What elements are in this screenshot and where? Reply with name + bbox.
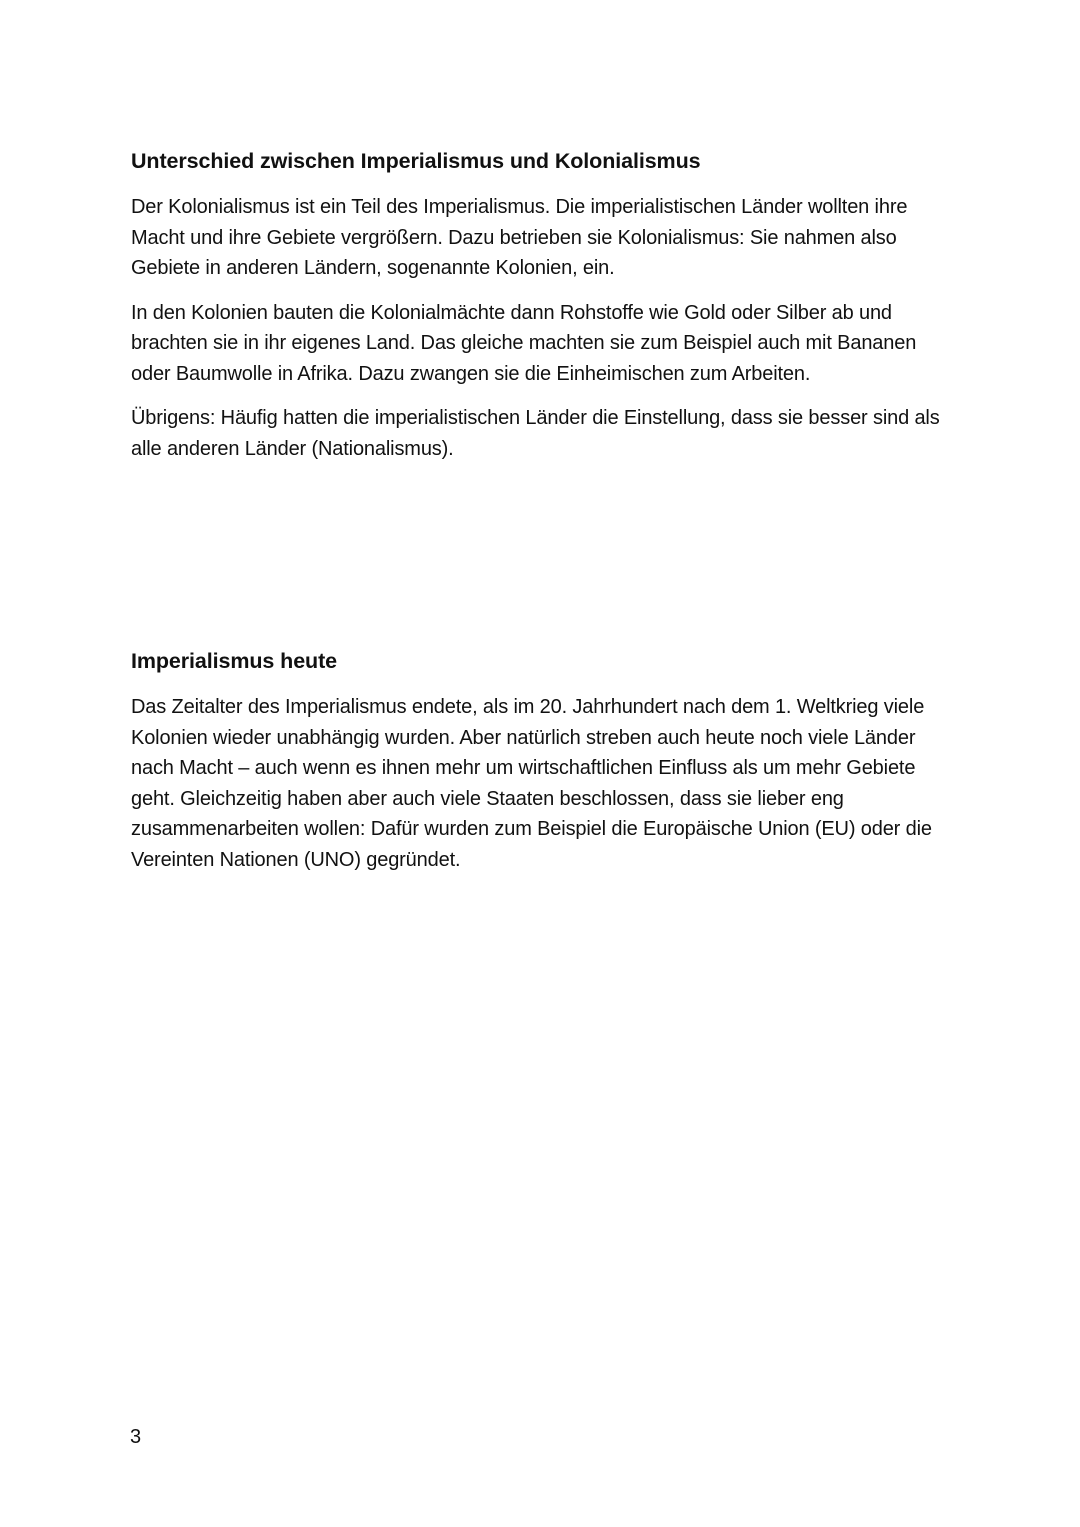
paragraph: In den Kolonien bauten die Kolonialmächte dann Rohstoffe wie Gold oder Silber ab und brachten sie in ihr eigenes Land. Das gleiche machten sie zum Beispiel auch mit Bananen oder Baumwolle in Afrika. Dazu zwangen sie die Einheimischen zum Arbeiten. xyxy=(131,301,917,385)
page-number: 3 xyxy=(130,1426,142,1448)
section-imperialism-today xyxy=(131,646,961,889)
paragraph: Der Kolonialismus ist ein Teil des Imperialismus. Die imperialistischen Länder wollten ihre Macht und ihre Gebiete vergrößern. Dazu betrieben sie Kolonialismus: Sie nahmen also Gebiete in anderen Ländern, sogenannte Kolonien, ein. xyxy=(131,196,908,279)
paragraph: Übrigens: Häufig hatten die imperialistischen Länder die Einstellung, dass sie besser sind als alle anderen Länder (Nationalismus). xyxy=(131,407,940,460)
section-imperialism-vs-colonialism xyxy=(131,146,961,478)
paragraph: Das Zeitalter des Imperialismus endete, als im 20. Jahrhundert nach dem 1. Weltkrieg viele Kolonien wieder unabhängig wurden. Aber natürlich streben auch heute noch viele Länder nach Macht – auch wenn es ihnen mehr um wirtschaftlichen Einfluss als um mehr Gebiete geht. Gleichzeitig haben aber auch viele Staaten beschlossen, dass sie lieber eng zusammenarbeiten wollen: Dafür wurden zum Beispiel die Europäische Union (EU) oder die Vereinten Nationen (UNO) gegründet. xyxy=(131,696,932,871)
section-heading: Imperialismus heute xyxy=(131,649,338,673)
section-heading: Unterschied zwischen Imperialismus und Kolonialismus xyxy=(131,149,701,173)
